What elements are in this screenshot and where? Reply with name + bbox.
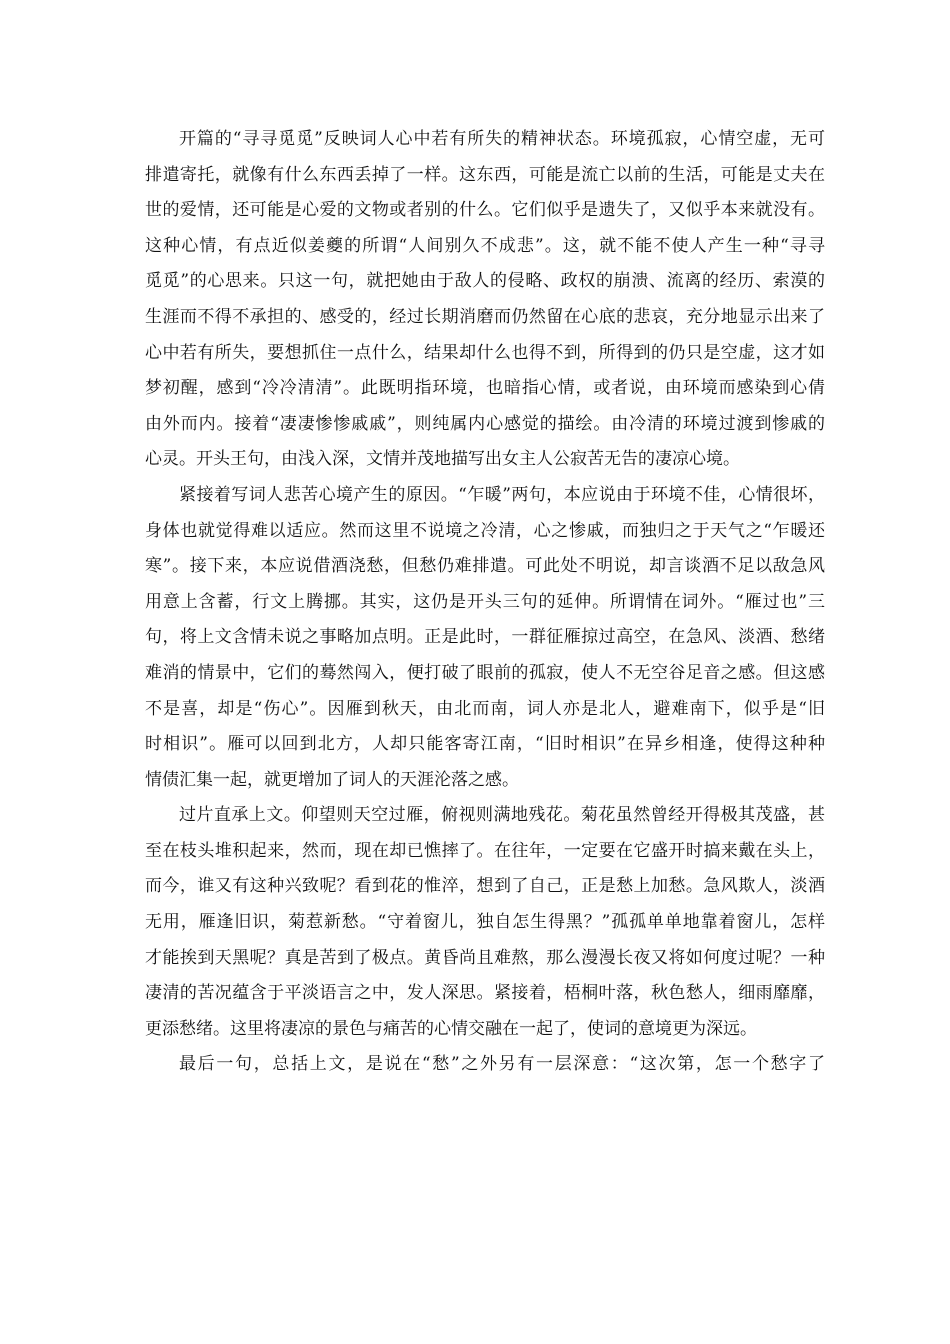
- text-line: 而今，谁又有这种兴致呢？看到花的惟淬，想到了自己，正是愁上加愁。急风欺人，淡酒: [145, 876, 825, 897]
- text-line: 觅觅”的心思来。只这一句，就把她由于敌人的侵略、政权的崩溃、流离的经历、索漠的: [145, 271, 825, 292]
- text-line: 用意上含蓄，行文上腾挪。其实，这仍是开头三句的延伸。所谓情在词外。“雁过也”三: [145, 591, 825, 612]
- text-line: 由外而内。接着“凄凄惨惨戚戚”，则纯属内心感觉的描绘。由冷清的环境过渡到惨戚的: [145, 413, 825, 434]
- text-line: 最后一句，总括上文，是说在“愁”之外另有一层深意：“这次第，怎一个愁字了: [179, 1054, 825, 1075]
- text-line: 排遣寄托，就像有什么东西丢掉了一样。这东西，可能是流亡以前的生活，可能是丈夫在: [145, 164, 825, 185]
- text-line: 开篇的“寻寻觅觅”反映词人心中若有所失的精神状态。环境孤寂，心情空虚，无可: [179, 129, 825, 149]
- text-line: 时相识”。雁可以回到北方，人却只能客寄江南，“旧时相识”在异乡相逢，使得这种种: [145, 734, 825, 755]
- text-line: 心灵。开头王句，由浅入深，文情并茂地描写出女主人公寂苦无告的凄凉心境。: [145, 449, 740, 470]
- text-line: 无用，雁逢旧识，菊惹新愁。“守着窗儿，独自怎生得黑？”孤孤单单地靠着窗儿，怎样: [145, 912, 825, 933]
- document-body: [145, 122, 825, 1083]
- text-line: 这种心情，有点近似姜夔的所谓“人间别久不成悲”。这，就不能不使人产生一种“寻寻: [145, 235, 825, 256]
- text-line: 身体也就觉得难以适应。然而这里不说境之冷清，心之惨戚，而独归之于天气之“乍暖还: [145, 520, 825, 541]
- text-line: 至在枝头堆积起来，然而，现在却已憔摔了。在往年，一定要在它盛开时搞来戴在头上，: [145, 840, 825, 861]
- text-line: 才能挨到天黑呢？真是苦到了极点。黄昏尚且难熬，那么漫漫长夜又将如何度过呢？一种: [145, 947, 825, 968]
- text-line: 难消的情景中，它们的蓦然闯入，便打破了眼前的孤寂，使人不无空谷足音之感。但这感: [145, 662, 825, 683]
- text-line: 世的爱情，还可能是心爱的文物或者别的什么。它们似乎是遗失了，又似乎本来就没有。: [145, 200, 825, 221]
- text-line: 句，将上文含情未说之事略加点明。正是此时，一群征雁掠过高空，在急风、淡酒、愁绪: [145, 627, 825, 648]
- text-line: 紧接着写词人悲苦心境产生的原因。“乍暖”两句，本应说由于环境不佳，心情很坏，: [179, 484, 825, 505]
- text-line: 过片直承上文。仰望则天空过雁，俯视则满地残花。菊花虽然曾经开得极其茂盛，甚: [179, 805, 825, 826]
- text-line: 梦初醒，感到“冷冷清清”。此既明指环境，也暗指心情，或者说，由环境而感染到心倩: [145, 378, 825, 399]
- text-line: 不是喜，却是“伤心”。因雁到秋天，由北而南，词人亦是北人，避难南下，似乎是“旧: [145, 698, 825, 719]
- text-line: 寒”。接下来，本应说借酒浇愁，但愁仍难排遣。可此处不明说，却言谈酒不足以敌急风: [145, 556, 825, 577]
- text-line: 情债汇集一起，就更增加了词人的天涯沦落之感。: [145, 769, 519, 790]
- text-line: 凄清的苦况蕴含于平淡语言之中，发人深思。紧接着，梧桐叶落，秋色愁人，细雨靡靡，: [145, 983, 825, 1004]
- text-line: 更添愁绪。这里将凄凉的景色与痛苦的心情交融在一起了，使词的意境更为深远。: [145, 1018, 757, 1039]
- text-line: 生涯而不得不承担的、感受的，经过长期消磨而仍然留在心底的悲哀，充分地显示出来了: [145, 306, 825, 327]
- text-line: 心中若有所失，要想抓住一点什么，结果却什么也得不到，所得到的仍只是空虚，这才如: [145, 342, 825, 363]
